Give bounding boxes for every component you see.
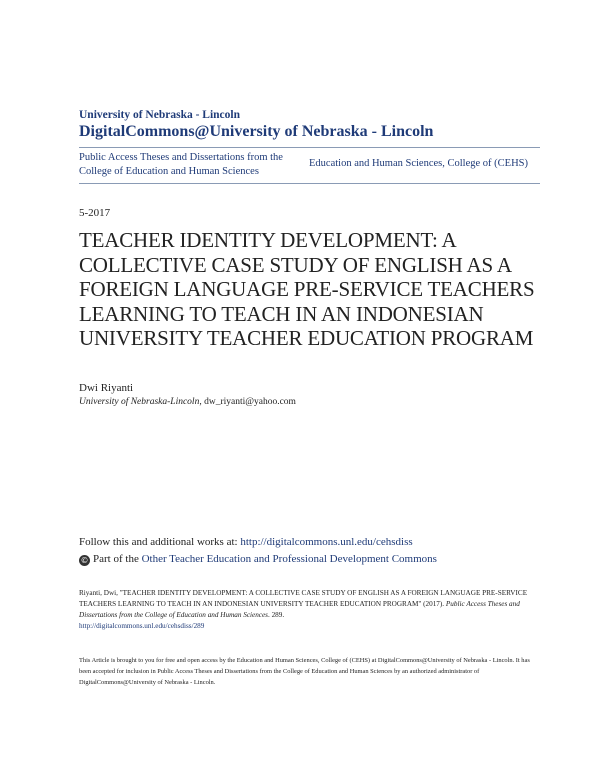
collection-link-right[interactable]: Education and Human Sciences, College of (CEHS)	[309, 158, 528, 169]
repository-name[interactable]: DigitalCommons@University of Nebraska - Lincoln	[79, 123, 434, 140]
part-of-label: Part of the	[93, 553, 142, 565]
top-divider	[79, 147, 540, 148]
collection-link-left[interactable]: Public Access Theses and Dissertations from the College of Education and Human Sciences	[79, 152, 283, 177]
publication-date: 5-2017	[79, 207, 111, 219]
creative-commons-icon: ©	[80, 556, 89, 565]
collection-url-link[interactable]: http://digitalcommons.unl.edu/cehsdiss	[240, 536, 413, 548]
institution-name[interactable]: University of Nebraska - Lincoln	[79, 109, 240, 121]
header	[79, 108, 549, 142]
part-of-line	[79, 553, 437, 566]
document-title: TEACHER IDENTITY DEVELOPMENT: A COLLECTIVE CASE STUDY OF ENGLISH AS A FOREIGN LANGUAGE PRE-SERVICE TEACHERS LEARNING TO TEACH IN AN INDONESIAN UNIVERSITY TEACHER EDUCATION PROGRAM	[79, 228, 535, 350]
author-name: Dwi Riyanti	[79, 382, 134, 394]
citation-number: . 289.	[267, 611, 285, 619]
citation	[79, 588, 541, 632]
follow-label: Follow this and additional works at:	[79, 536, 241, 548]
author-email[interactable]: , dw_riyanti@yahoo.com	[199, 397, 296, 407]
footer-notice: This Article is brought to you for free and open access by the Education and Human Sciences, College of (CEHS) at DigitalCommons@University of Nebraska - Lincoln. It has been accepted for inclusion in Public Access Theses and Dissertations from the College of Education and Human Sciences by an authorized administrator of DigitalCommons@University of Nebraska - Lincoln.	[79, 657, 530, 686]
bottom-divider	[79, 183, 540, 184]
commons-link[interactable]: Other Teacher Education and Professional Development Commons	[141, 553, 437, 565]
follow-line	[79, 536, 413, 548]
citation-url-link[interactable]: http://digitalcommons.unl.edu/cehsdiss/289	[79, 622, 205, 630]
author-affiliation	[79, 397, 296, 407]
affiliation-name: University of Nebraska-Lincoln	[79, 397, 200, 407]
citation-text: Riyanti, Dwi, "TEACHER IDENTITY DEVELOPMENT: A COLLECTIVE CASE STUDY OF ENGLISH AS A FOREIGN LANGUAGE PRE-SERVICE TEACHERS LEARNING TO TEACH IN AN INDONESIAN UNIVERSITY TEACHER EDUCATION PROGRAM" (2017).	[79, 589, 528, 608]
citation-source: Public Access Theses and Dissertations from the College of Education and Human Sciences	[79, 600, 520, 619]
